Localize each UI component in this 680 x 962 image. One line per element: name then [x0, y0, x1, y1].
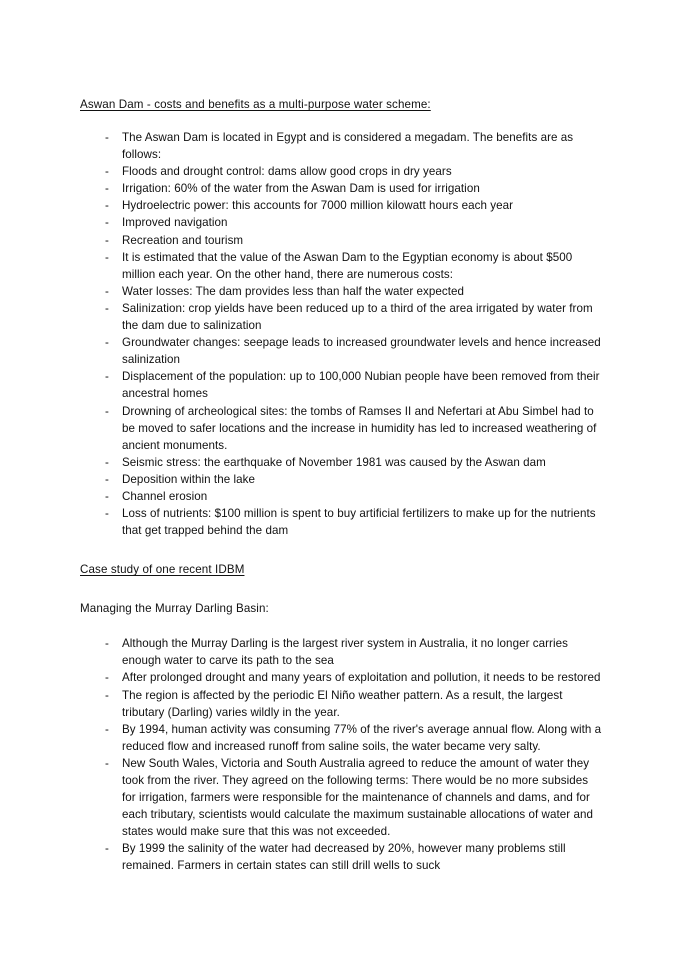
list-item-text: Displacement of the population: up to 100,000 Nubian people have been removed from their ancestral homes [122, 370, 600, 401]
list-item-text: By 1994, human activity was consuming 77% of the river's average annual flow. Along with a reduced flow and increased runoff from saline soils, the water became very salty. [122, 722, 602, 753]
bullet-marker-icon: - [105, 722, 109, 736]
bullet-marker-icon: - [105, 472, 109, 486]
bullet-list-murray-darling [80, 635, 602, 874]
list-item-text: Channel erosion [122, 489, 208, 503]
subheading-murray-darling: Managing the Murray Darling Basin: [80, 602, 269, 616]
spacer [80, 113, 602, 129]
spacer [80, 578, 602, 600]
list-item-text: Loss of nutrients: $100 million is spent to buy artificial fertilizers to make up for the nutrients that get trapped behind the dam [122, 507, 596, 538]
list-item [80, 249, 602, 283]
bullet-marker-icon: - [105, 455, 109, 469]
list-item-text: Drowning of archeological sites: the tombs of Ramses II and Nefertari at Abu Simbel had to be moved to safer locations and the increase in humidity has led to increased weathering of ancient monuments. [122, 404, 597, 452]
list-item-text: Although the Murray Darling is the largest river system in Australia, it no longer carries enough water to carve its path to the sea [122, 637, 568, 668]
section-heading-aswan-dam: Aswan Dam - costs and benefits as a multi-purpose water scheme: [80, 98, 431, 111]
list-item [80, 471, 602, 488]
list-item-text: Floods and drought control: dams allow good crops in dry years [122, 165, 452, 179]
document-body [80, 96, 602, 875]
bullet-marker-icon: - [105, 404, 109, 418]
list-item-text: Irrigation: 60% of the water from the Aswan Dam is used for irrigation [122, 182, 480, 196]
bullet-marker-icon: - [105, 284, 109, 298]
list-item-text: Salinization: crop yields have been reduced up to a third of the area irrigated by water from the dam due to salinization [122, 301, 593, 333]
spacer [80, 539, 602, 561]
list-item [80, 755, 602, 840]
list-item [80, 180, 602, 197]
bullet-marker-icon: - [105, 637, 109, 651]
list-item-text: Groundwater changes: seepage leads to increased groundwater levels and hence increased salinization [122, 336, 601, 367]
list-item [80, 283, 602, 300]
list-item [80, 232, 602, 249]
bullet-marker-icon: - [105, 336, 109, 350]
bullet-list-aswan-dam [80, 129, 602, 539]
list-item-text: Seismic stress: the earthquake of November 1981 was caused by the Aswan dam [122, 455, 546, 469]
list-item-text: By 1999 the salinity of the water had decreased by 20%, however many problems still remained. Farmers in certain states can still drill wells to suck [122, 842, 566, 873]
list-item [80, 129, 602, 163]
bullet-marker-icon: - [105, 301, 109, 315]
list-item [80, 368, 602, 402]
list-item [80, 669, 602, 686]
bullet-marker-icon: - [105, 165, 109, 179]
bullet-marker-icon: - [105, 250, 109, 264]
list-item-text: Deposition within the lake [122, 472, 255, 486]
bullet-marker-icon: - [105, 131, 109, 144]
list-item-text: New South Wales, Victoria and South Australia agreed to reduce the amount of water they took from the river. They agreed on the following terms: There would be no more subsides for irrigation, farmers were responsible for the maintenance of channels and dams, and for each tributary, scientists would calculate the maximum sustainable allocations of water and states would make sure that this was not exceeded. [122, 756, 593, 839]
list-item [80, 214, 602, 231]
list-item-text: Hydroelectric power: this accounts for 7000 million kilowatt hours each year [122, 199, 514, 213]
bullet-marker-icon: - [105, 199, 109, 213]
bullet-marker-icon: - [105, 671, 109, 685]
bullet-marker-icon: - [105, 182, 109, 196]
list-item-text: Improved navigation [122, 216, 228, 230]
list-item-text: It is estimated that the value of the Aswan Dam to the Egyptian economy is about $500 million each year. On the other hand, there are numerous costs: [122, 250, 573, 281]
bullet-marker-icon: - [105, 489, 109, 503]
list-item [80, 300, 602, 334]
section-heading-case-study: Case study of one recent IDBM [80, 563, 245, 577]
bullet-marker-icon: - [105, 688, 109, 702]
list-item [80, 635, 602, 669]
list-item-text: Recreation and tourism [122, 233, 244, 247]
list-item [80, 687, 602, 721]
list-item [80, 488, 602, 505]
spacer [80, 617, 602, 635]
list-item [80, 403, 602, 454]
bullet-marker-icon: - [105, 507, 109, 521]
list-item [80, 454, 602, 471]
list-item [80, 197, 602, 214]
list-item [80, 840, 602, 874]
list-item [80, 505, 602, 539]
bullet-marker-icon: - [105, 756, 109, 770]
list-item-text: The region is affected by the periodic El Niño weather pattern. As a result, the largest tributary (Darling) varies wildly in the year. [122, 688, 563, 719]
list-item [80, 334, 602, 368]
bullet-marker-icon: - [105, 216, 109, 230]
list-item [80, 721, 602, 755]
list-item-text: After prolonged drought and many years of exploitation and pollution, it needs to be restored [122, 671, 601, 685]
bullet-marker-icon: - [105, 370, 109, 384]
list-item [80, 163, 602, 180]
bullet-marker-icon: - [105, 842, 109, 856]
bullet-marker-icon: - [105, 233, 109, 247]
list-item-text: The Aswan Dam is located in Egypt and is considered a megadam. The benefits are as follows: [122, 131, 574, 162]
list-item-text: Water losses: The dam provides less than half the water expected [122, 284, 465, 298]
